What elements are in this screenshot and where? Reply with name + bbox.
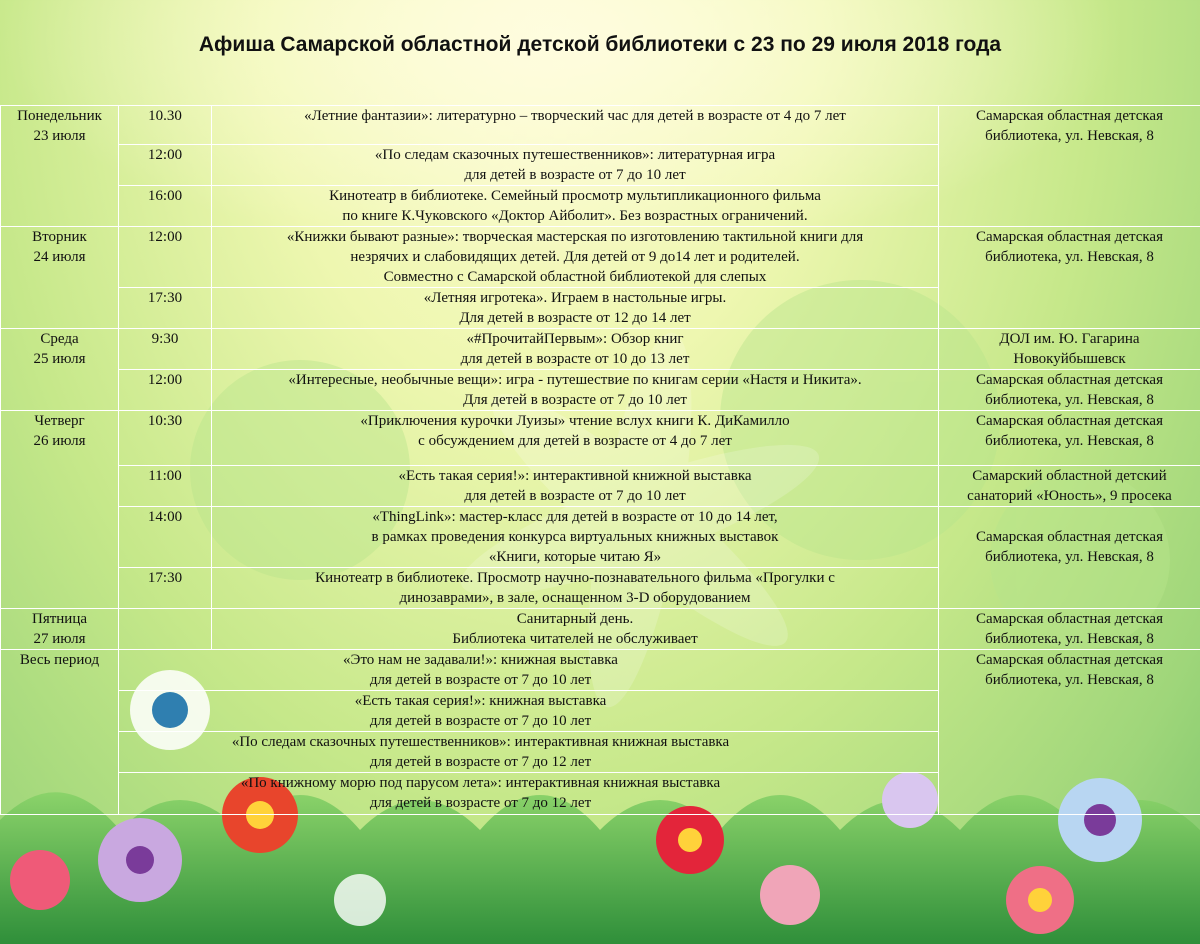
- table-row: [1, 227, 1200, 288]
- event-cell: Кинотеатр в библиотеке. Просмотр научно-познавательного фильма «Прогулки с динозаврами», в зале, оснащенном 3-D оборудованием: [212, 568, 939, 609]
- event-cell: «По книжному морю под парусом лета»: интерактивная книжная выставка для детей в возрасте от 7 до 12 лет: [119, 773, 939, 815]
- place-cell: Самарская областная детская библиотека, ул. Невская, 8: [939, 411, 1200, 466]
- time-cell: 17:30: [119, 568, 212, 609]
- place-cell: Самарская областная детская библиотека, ул. Невская, 8: [939, 507, 1200, 609]
- place-cell: Самарская областная детская библиотека, ул. Невская, 8: [939, 227, 1200, 329]
- event-cell: «Есть такая серия!»: интерактивной книжной выставка для детей в возрасте от 7 до 10 лет: [212, 466, 939, 507]
- place-cell: ДОЛ им. Ю. Гагарина Новокуйбышевск: [939, 329, 1200, 370]
- event-cell: «Летние фантазии»: литературно – творческий час для детей в возрасте от 4 до 7 лет: [212, 106, 939, 145]
- table-row: [1, 609, 1200, 650]
- day-cell-tuesday: Вторник 24 июля: [1, 227, 119, 329]
- time-cell: 16:00: [119, 186, 212, 227]
- table-row: [1, 411, 1200, 466]
- place-cell: Самарская областная детская библиотека, ул. Невская, 8: [939, 370, 1200, 411]
- table-row: [1, 466, 1200, 507]
- time-cell: [119, 609, 212, 650]
- table-row: [1, 370, 1200, 411]
- event-cell: «Книжки бывают разные»: творческая мастерская по изготовлению тактильной книги для незрячих и слабовидящих детей. Для детей от 9 до14 лет и родителей. Совместно с Самарской областной библиотекой для слепых: [212, 227, 939, 288]
- time-cell: 11:00: [119, 466, 212, 507]
- table-row: [1, 650, 1200, 691]
- time-cell: 17:30: [119, 288, 212, 329]
- day-cell-thursday: Четверг 26 июля: [1, 411, 119, 609]
- table-row: [1, 106, 1200, 145]
- day-cell-wednesday: Среда 25 июля: [1, 329, 119, 411]
- schedule-table: [0, 105, 1200, 815]
- event-cell: «Есть такая серия!»: книжная выставка для детей в возрасте от 7 до 10 лет: [119, 691, 939, 732]
- event-cell: «Приключения курочки Луизы» чтение вслух книги К. ДиКамилло с обсуждением для детей в возрасте от 4 до 7 лет: [212, 411, 939, 466]
- day-cell-monday: Понедельник 23 июля: [1, 106, 119, 227]
- time-cell: 9:30: [119, 329, 212, 370]
- place-cell: Самарская областная детская библиотека, ул. Невская, 8: [939, 106, 1200, 227]
- time-cell: 12:00: [119, 145, 212, 186]
- page-title: Афиша Самарской областной детской библиотеки с 23 по 29 июля 2018 года: [198, 33, 1002, 56]
- event-cell: «Это нам не задавали!»: книжная выставка для детей в возрасте от 7 до 10 лет: [119, 650, 939, 691]
- time-cell: 10.30: [119, 106, 212, 145]
- place-cell: Самарская областная детская библиотека, ул. Невская, 8: [939, 650, 1200, 815]
- table-row: [1, 329, 1200, 370]
- event-cell: «По следам сказочных путешественников»: интерактивная книжная выставка для детей в возрасте от 7 до 12 лет: [119, 732, 939, 773]
- place-cell: Самарская областная детская библиотека, ул. Невская, 8: [939, 609, 1200, 650]
- event-cell: Кинотеатр в библиотеке. Семейный просмотр мультипликационного фильма по книге К.Чуковского «Доктор Айболит». Без возрастных ограничений.: [212, 186, 939, 227]
- event-cell: «ThingLink»: мастер-класс для детей в возрасте от 10 до 14 лет, в рамках проведения конкурса виртуальных книжных выставок «Книги, которые читаю Я»: [212, 507, 939, 568]
- table-row: [1, 507, 1200, 568]
- place-cell: Самарский областной детский санаторий «Юность», 9 просека: [939, 466, 1200, 507]
- event-cell: «Интересные, необычные вещи»: игра - путешествие по книгам серии «Настя и Никита». Для детей в возрасте от 7 до 10 лет: [212, 370, 939, 411]
- time-cell: 14:00: [119, 507, 212, 568]
- event-cell: «Летняя игротека». Играем в настольные игры. Для детей в возрасте от 12 до 14 лет: [212, 288, 939, 329]
- day-cell-whole-period: Весь период: [1, 650, 119, 815]
- time-cell: 12:00: [119, 227, 212, 288]
- day-cell-friday: Пятница 27 июля: [1, 609, 119, 650]
- time-cell: 10:30: [119, 411, 212, 466]
- event-cell: «#ПрочитайПервым»: Обзор книг для детей в возрасте от 10 до 13 лет: [212, 329, 939, 370]
- event-cell: «По следам сказочных путешественников»: литературная игра для детей в возрасте от 7 до 10 лет: [212, 145, 939, 186]
- time-cell: 12:00: [119, 370, 212, 411]
- event-cell: Санитарный день. Библиотека читателей не обслуживает: [212, 609, 939, 650]
